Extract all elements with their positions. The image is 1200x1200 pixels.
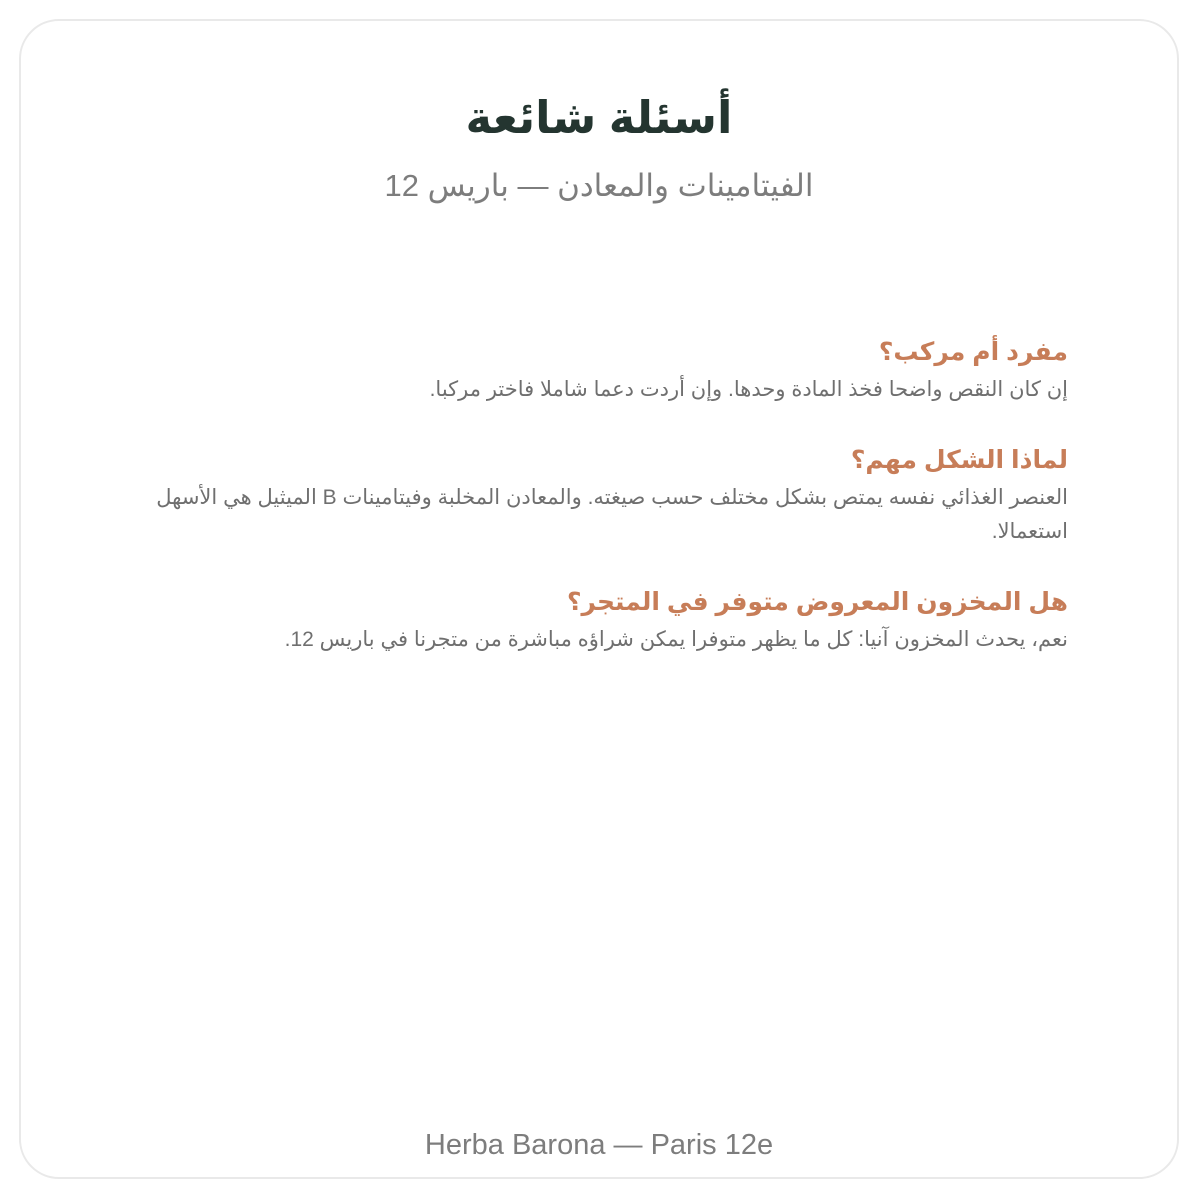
faq-list [104, 333, 1068, 691]
faq-answer: إن كان النقص واضحا فخذ المادة وحدها. وإن أردت دعما شاملا فاختر مركبا. [429, 378, 1068, 401]
faq-item [104, 441, 1068, 549]
faq-question: هل المخزون المعروض متوفر في المتجر؟ [566, 588, 1068, 616]
faq-item [104, 583, 1068, 657]
page-title: أسئلة شائعة [465, 92, 733, 143]
faq-question: مفرد أم مركب؟ [878, 338, 1068, 366]
faq-question: لماذا الشكل مهم؟ [850, 446, 1068, 474]
faq-answer: العنصر الغذائي نفسه يمتص بشكل مختلف حسب صيغته. والمعادن المخلبة وفيتامينات B الميثيل هي الأسهل استعمالا. [156, 486, 1068, 543]
footer-brand: Herba Barona — Paris 12e [424, 1129, 774, 1161]
faq-card [19, 19, 1179, 1179]
page-subtitle: الفيتامينات والمعادن — باريس 12 [384, 168, 814, 203]
faq-item [104, 333, 1068, 407]
faq-answer: نعم، يحدث المخزون آنيا: كل ما يظهر متوفرا يمكن شراؤه مباشرة من متجرنا في باريس 12. [284, 628, 1068, 651]
